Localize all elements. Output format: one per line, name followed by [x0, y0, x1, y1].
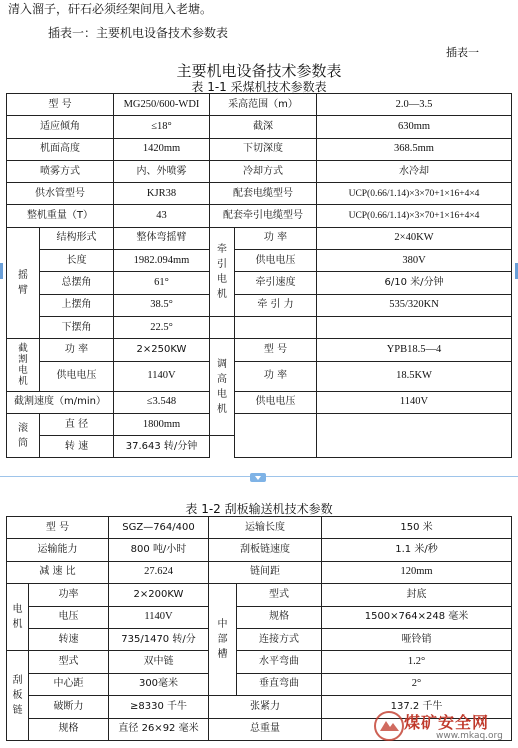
- cell-value: 630mm: [317, 116, 512, 138]
- cell-label: 供电电压: [40, 361, 114, 391]
- table-row: [7, 584, 512, 606]
- group-label-motor: 电机: [7, 584, 29, 651]
- cell-value: 1982.094mm: [114, 250, 210, 272]
- table-row: [7, 606, 512, 628]
- cell-label: 规格: [237, 606, 322, 628]
- cell-label: 截深: [210, 116, 317, 138]
- cell-value: 38.5°: [114, 294, 210, 316]
- cell-label: 适应倾角: [7, 116, 114, 138]
- cell-value: 120mm: [322, 561, 512, 583]
- expand-arrow-icon[interactable]: [250, 473, 266, 482]
- cell-label: 供电电压: [235, 391, 317, 413]
- cell-label: 总重量: [209, 718, 322, 740]
- shearer-parameters-table: [6, 93, 512, 458]
- cell-label: 转速: [29, 628, 109, 650]
- attachment-title: 插表一：主要机电设备技术参数表: [48, 26, 229, 40]
- cell-label: 功率: [29, 584, 109, 606]
- table-row: [7, 250, 512, 272]
- cell-value: ≤18°: [114, 116, 210, 138]
- table-row: [7, 539, 512, 561]
- cell-value: 535/320KN: [317, 294, 512, 316]
- left-margin-marker: [0, 263, 3, 279]
- cell-value: 水冷却: [317, 160, 512, 182]
- group-label-cutting-motor: 截割电机: [7, 339, 40, 391]
- cell-label: 链间距: [209, 561, 322, 583]
- cell-value: 1.1 米/秒: [322, 539, 512, 561]
- cell-value: SGZ—764/400: [109, 517, 209, 539]
- cell-label: 水平弯曲: [237, 651, 322, 673]
- cell-empty: [235, 413, 317, 458]
- cell-value: 1140V: [109, 606, 209, 628]
- cell-value: 368.5mm: [317, 138, 512, 160]
- table-row: [7, 316, 512, 338]
- cell-empty: [210, 316, 235, 338]
- cell-empty: [317, 413, 512, 458]
- cell-value: ≥8330 千牛: [109, 696, 209, 718]
- cell-value: 双中链: [109, 651, 209, 673]
- watermark-text: 煤矿安全网: [404, 713, 490, 732]
- table-row: [7, 138, 512, 160]
- table-row: [7, 116, 512, 138]
- cell-value: 内、外喷雾: [114, 160, 210, 182]
- table-row: [7, 673, 512, 695]
- cell-value: 43: [114, 205, 210, 227]
- cell-label: 张紧力: [209, 696, 322, 718]
- site-watermark: [370, 706, 514, 746]
- cell-label: 连接方式: [237, 628, 322, 650]
- cell-label: 冷却方式: [210, 160, 317, 182]
- cell-label: 运输能力: [7, 539, 109, 561]
- cell-value: 直径 26×92 毫米: [109, 718, 209, 740]
- group-label-chain: 刮板链: [7, 651, 29, 741]
- table-row: [7, 413, 512, 435]
- cell-value: UCP(0.66/1.14)×3×70+1×16+4×4: [317, 183, 512, 205]
- cell-value: 2.0—3.5: [317, 94, 512, 116]
- cell-empty: [235, 316, 317, 338]
- watermark-url: www.mkaq.org: [436, 731, 503, 741]
- cell-label: 型 号: [235, 339, 317, 361]
- cell-label: 上摆角: [40, 294, 114, 316]
- cell-value: ≤3.548: [114, 391, 210, 413]
- table-row: [7, 294, 512, 316]
- cell-label: 配套牵引电缆型号: [210, 205, 317, 227]
- cell-value: 27.624: [109, 561, 209, 583]
- cell-value: 2°: [322, 673, 512, 695]
- cell-value: 2×40KW: [317, 227, 512, 249]
- cell-value: 哑铃销: [322, 628, 512, 650]
- cell-value: 6/10 米/分钟: [317, 272, 512, 294]
- cell-label: 下摆角: [40, 316, 114, 338]
- cell-label: 功 率: [40, 339, 114, 361]
- table-row: [7, 391, 512, 413]
- cell-value: 1.2°: [322, 651, 512, 673]
- cell-label: 破断力: [29, 696, 109, 718]
- cell-value: 380V: [317, 250, 512, 272]
- cell-value: 2×200KW: [109, 584, 209, 606]
- group-label-drum: 滚筒: [7, 413, 40, 458]
- cell-label: 功 率: [235, 361, 317, 391]
- attachment-label: 插表一: [446, 46, 479, 59]
- cell-value: KJR38: [114, 183, 210, 205]
- table-row: [7, 205, 512, 227]
- cell-label: 机面高度: [7, 138, 114, 160]
- table-row: [7, 517, 512, 539]
- cell-label: 规格: [29, 718, 109, 740]
- cell-value: 1500×764×248 毫米: [322, 606, 512, 628]
- table-row: [7, 651, 512, 673]
- cell-value: 1800mm: [114, 413, 210, 435]
- cell-label: 中心距: [29, 673, 109, 695]
- group-label-arm: 摇臂: [7, 227, 40, 338]
- cell-label: 采高范围（m）: [210, 94, 317, 116]
- cell-label: 长度: [40, 250, 114, 272]
- cell-label: 总摆角: [40, 272, 114, 294]
- cell-label: 牵 引 力: [235, 294, 317, 316]
- cell-value: UCP(0.66/1.14)×3×70+1×16+4×4: [317, 205, 512, 227]
- cell-label: 下切深度: [210, 138, 317, 160]
- cell-value: 2×250KW: [114, 339, 210, 361]
- cell-label: 功 率: [235, 227, 317, 249]
- cell-label: 运输长度: [209, 517, 322, 539]
- table-row: [7, 339, 512, 361]
- table-row: [7, 628, 512, 650]
- cell-label: 截割速度（m/min）: [7, 391, 114, 413]
- cell-label: 转 速: [40, 436, 114, 458]
- table2-caption: 表 1-2 刮板输送机技术参数: [185, 502, 333, 516]
- cell-label: 减 速 比: [7, 561, 109, 583]
- cell-label: 型式: [29, 651, 109, 673]
- cell-value: 整体弯摇臂: [114, 227, 210, 249]
- watermark-logo-icon: [372, 709, 406, 743]
- cell-label: 电压: [29, 606, 109, 628]
- cell-label: 直 径: [40, 413, 114, 435]
- cell-label: 型式: [237, 584, 322, 606]
- table-row: [7, 160, 512, 182]
- cell-label: 配套电缆型号: [210, 183, 317, 205]
- cell-label: 刮板链速度: [209, 539, 322, 561]
- cell-value: 22.5°: [114, 316, 210, 338]
- intro-text-line: 清入溜子，矸石必须经架间甩入老塘。: [8, 2, 213, 16]
- cell-value: 150 米: [322, 517, 512, 539]
- cell-value: 735/1470 转/分: [109, 628, 209, 650]
- cell-label: 供水管型号: [7, 183, 114, 205]
- cell-value: 300毫米: [109, 673, 209, 695]
- group-label-pump-motor: 调高电机: [210, 339, 235, 436]
- cell-value: 1420mm: [114, 138, 210, 160]
- cell-label: 牵引速度: [235, 272, 317, 294]
- group-label-pan: 中部槽: [209, 584, 237, 696]
- table-row: [7, 227, 512, 249]
- table-row: [7, 94, 512, 116]
- cell-value: 1140V: [114, 361, 210, 391]
- cell-label: 整机重量（T）: [7, 205, 114, 227]
- table-row: [7, 183, 512, 205]
- group-label-haul-motor: 牵引电机: [210, 227, 235, 316]
- cell-value: YPB18.5—4: [317, 339, 512, 361]
- cell-label: 喷雾方式: [7, 160, 114, 182]
- cell-value: 封底: [322, 584, 512, 606]
- table-row: [7, 272, 512, 294]
- cell-value: 800 吨/小时: [109, 539, 209, 561]
- table-row: [7, 361, 512, 391]
- cell-value: 1140V: [317, 391, 512, 413]
- table1-caption: 表 1-1 采煤机技术参数表: [191, 80, 327, 94]
- cell-label: 型 号: [7, 517, 109, 539]
- cell-label: 供电电压: [235, 250, 317, 272]
- document-title: 主要机电设备技术参数表: [176, 62, 342, 80]
- cell-value: 61°: [114, 272, 210, 294]
- cell-value: 37.643 转/分钟: [114, 436, 210, 458]
- cell-empty: [317, 316, 512, 338]
- cell-label: 垂直弯曲: [237, 673, 322, 695]
- cell-label: 型 号: [7, 94, 114, 116]
- table-row: [7, 561, 512, 583]
- cell-value: 137.2 千牛: [322, 696, 512, 718]
- cell-value: MG250/600-WDI: [114, 94, 210, 116]
- cell-label: 结构形式: [40, 227, 114, 249]
- cell-value: 18.5KW: [317, 361, 512, 391]
